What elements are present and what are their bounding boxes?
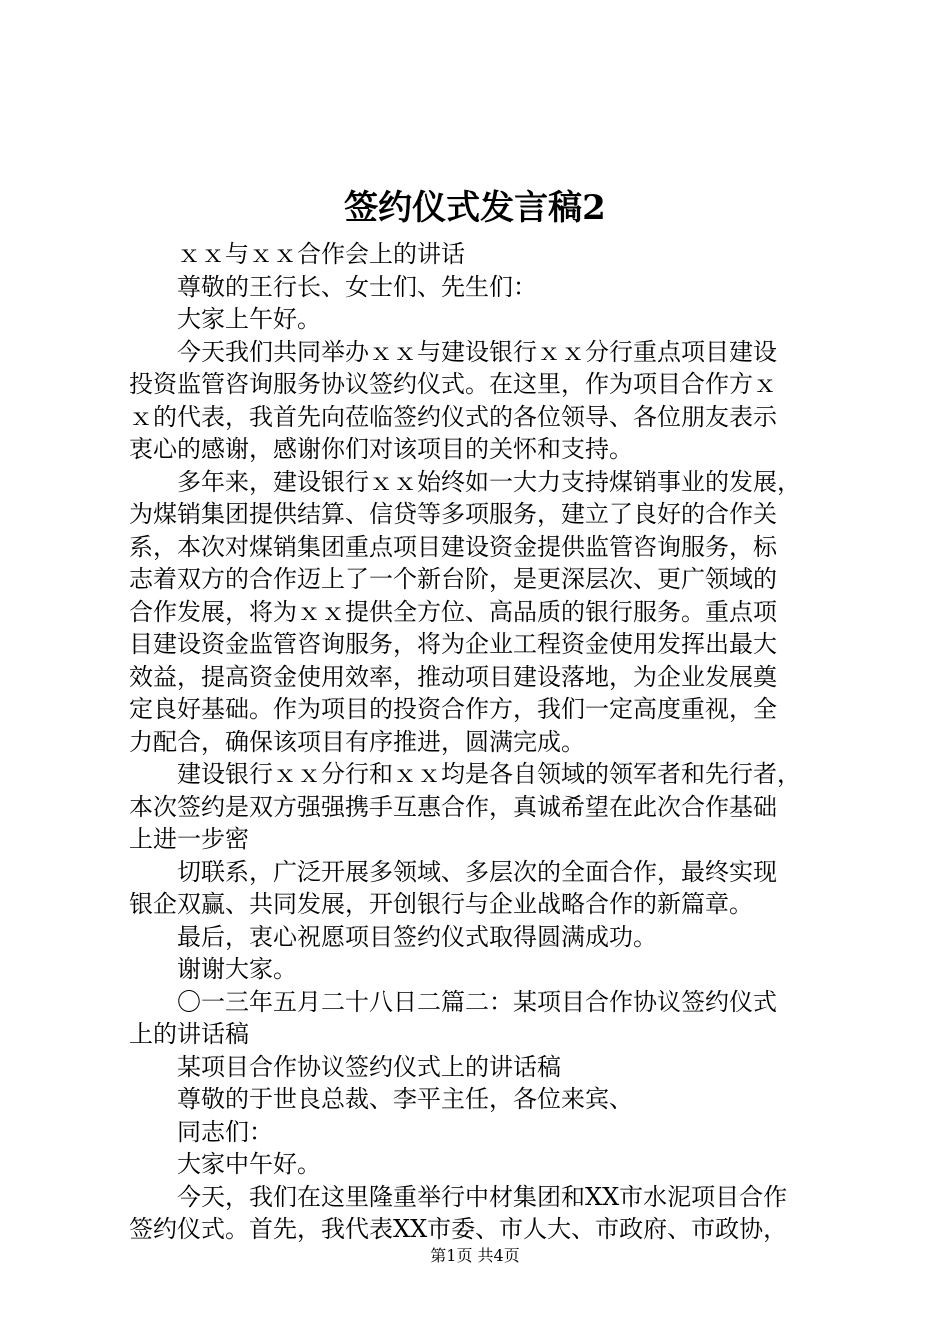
body-line: 上的讲话稿 [129,1020,249,1048]
body-line: 某项目合作协议签约仪式上的讲话稿 [177,1052,561,1081]
body-line: 尊敬的于世良总裁、李平主任，各位来宾、 [177,1085,633,1113]
body-line: 力配合，确保该项目有序推进，圆满完成。 [129,727,585,756]
body-line: 衷心的感谢，感谢你们对该项目的关怀和支持。 [129,435,633,463]
body-line: 系，本次对煤销集团重点项目建设资金提供监管咨询服务，标 [129,532,777,561]
body-line: ｘｘ与ｘｘ合作会上的讲话 [177,240,465,268]
body-line: 目建设资金监管咨询服务，将为企业工程资金使用发挥出最大 [129,630,777,658]
body-line: 效益，提高资金使用效率，推动项目建设落地，为企业发展奠 [129,662,777,691]
document-body [129,238,834,1246]
body-line: 投资监管咨询服务协议签约仪式。在这里，作为项目合作方ｘ [129,370,777,398]
body-line: 切联系，广泛开展多领域、多层次的全面合作，最终实现 [177,857,777,886]
body-line: 签约仪式。首先，我代表XX市委、市人大、市政府、市政协， [129,1215,788,1243]
body-line: 本次签约是双方强强携手互惠合作，真诚希望在此次合作基础 [129,792,777,821]
document-title: 签约仪式发言稿2 [344,188,606,228]
body-line: 谢谢大家。 [177,955,297,983]
body-line: 今天，我们在这里隆重举行中材集团和XX市水泥项目合作 [177,1182,788,1211]
body-line: 定良好基础。作为项目的投资合作方，我们一定高度重视，全 [129,695,777,723]
body-line: ｘ的代表，我首先向莅临签约仪式的各位领导、各位朋友表示 [129,402,777,431]
body-line: 今天我们共同举办ｘｘ与建设银行ｘｘ分行重点项目建设 [177,337,777,366]
body-line: 合作发展，将为ｘｘ提供全方位、高品质的银行服务。重点项 [129,597,777,626]
body-line: 同志们： [177,1117,273,1146]
body-line: 银企双赢、共同发展，开创银行与企业战略合作的新篇章。 [129,890,753,918]
body-line: 建设银行ｘｘ分行和ｘｘ均是各自领域的领军者和先行者， [177,760,801,788]
body-line: 为煤销集团提供结算、信贷等多项服务，建立了良好的合作关 [129,500,777,528]
body-line: 尊敬的王行长、女士们、先生们： [177,272,537,301]
body-line: 多年来，建设银行ｘｘ始终如一大力支持煤销事业的发展， [177,467,801,496]
body-line: 上进一步密 [129,825,249,853]
page-footer: 第1页 共4页 [430,1246,520,1265]
body-line: 大家上午好。 [177,305,321,333]
body-line: 最后，衷心祝愿项目签约仪式取得圆满成功。 [177,922,657,951]
body-line: 大家中午好。 [177,1150,321,1178]
body-line: 志着双方的合作迈上了一个新台阶，是更深层次、更广领域的 [129,565,777,593]
body-line: 〇一三年五月二十八日二篇二：某项目合作协议签约仪式 [177,987,777,1016]
